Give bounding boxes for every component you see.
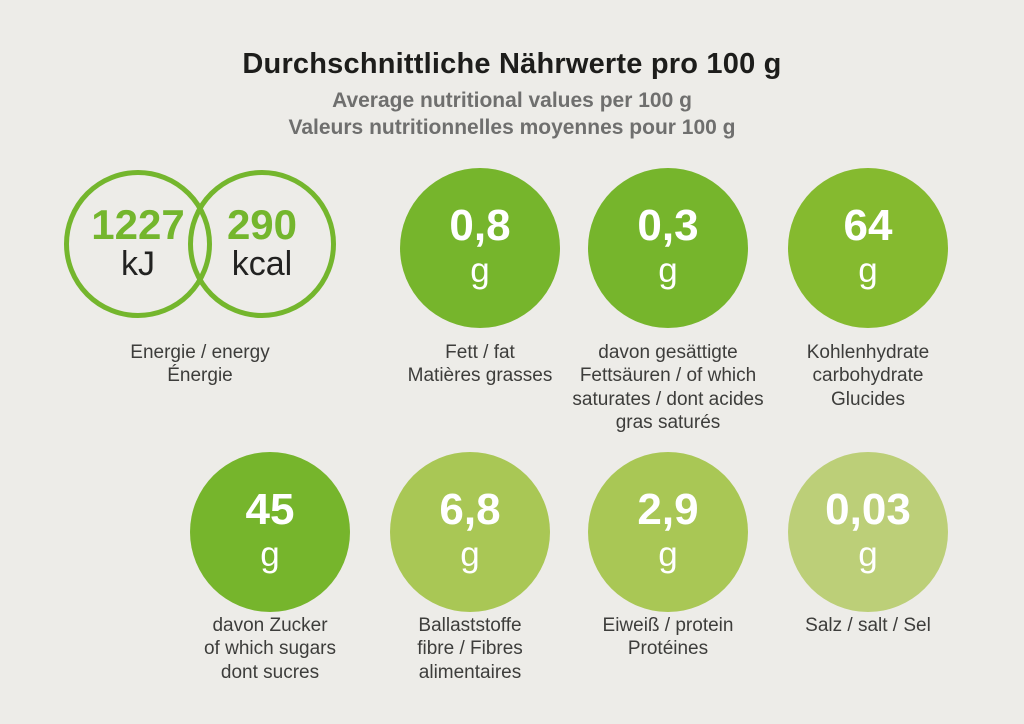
- nutrient-unit: g: [260, 535, 280, 575]
- nutrient-value: 45: [245, 485, 295, 535]
- nutrient-value: 0,8: [449, 201, 511, 251]
- label-line: Énergie: [167, 365, 233, 387]
- nutrient-value: 6,8: [439, 485, 501, 535]
- nutrient-value: 64: [843, 201, 893, 251]
- label-line: Energie / energy: [130, 342, 270, 363]
- label-line: Salz / salt / Sel: [805, 615, 931, 636]
- label-line: Protéines: [627, 638, 709, 660]
- nutrient-label-salt: [748, 614, 988, 637]
- label-line: Glucides: [831, 388, 905, 410]
- energy-kj-unit: kJ: [121, 245, 155, 284]
- label-line: Fettsäuren / of which: [579, 365, 757, 387]
- nutrient-value: 2,9: [637, 485, 699, 535]
- energy-kj-value: 1227: [91, 201, 185, 249]
- label-line: gras saturés: [615, 412, 721, 434]
- subtitle-french: Valeurs nutritionnelles moyennes pour 100 g: [288, 115, 736, 139]
- energy-kcal-unit: kcal: [231, 245, 293, 284]
- nutrient-unit: g: [858, 535, 878, 575]
- nutrient-circle-carbohydrate: [788, 168, 948, 328]
- nutrient-unit: g: [460, 535, 480, 575]
- nutrient-circle-saturates: [588, 168, 748, 328]
- nutrient-circle-protein: [588, 452, 748, 612]
- label-line: Matières grasses: [407, 365, 553, 387]
- nutrient-unit: g: [858, 251, 878, 291]
- nutrient-label-carbohydrate: [748, 341, 988, 411]
- nutrient-circle-fibre: [390, 452, 550, 612]
- label-line: davon gesättigte: [598, 342, 738, 363]
- label-line: saturates / dont acides: [572, 388, 764, 410]
- energy-kcal-value: 290: [226, 201, 298, 249]
- nutrient-circle-salt: [788, 452, 948, 612]
- label-line: of which sugars: [203, 638, 336, 660]
- label-line: alimentaires: [418, 661, 522, 683]
- label-line: Eiweiß / protein: [602, 615, 734, 636]
- label-line: carbohydrate: [812, 365, 924, 387]
- nutrient-unit: g: [470, 251, 490, 291]
- nutrient-unit: g: [658, 251, 678, 291]
- label-line: davon Zucker: [212, 615, 328, 636]
- nutrient-unit: g: [658, 535, 678, 575]
- nutrient-circle-sugars: [190, 452, 350, 612]
- nutrient-value: 0,3: [637, 201, 699, 251]
- subtitle-english: Average nutritional values per 100 g: [332, 89, 692, 112]
- label-line: Fett / fat: [445, 342, 515, 363]
- header: [0, 48, 1024, 142]
- label-line: Kohlenhydrate: [806, 342, 930, 363]
- label-line: dont sucres: [220, 661, 320, 683]
- nutrient-circle-fat: [400, 168, 560, 328]
- label-line: Ballaststoffe: [418, 615, 522, 636]
- label-line: fibre / Fibres: [417, 638, 523, 660]
- page-title: Durchschnittliche Nährwerte pro 100 g: [242, 48, 782, 80]
- energy-kcal-circle: [188, 170, 336, 318]
- energy-label: [80, 341, 320, 388]
- nutrient-value: 0,03: [825, 485, 911, 535]
